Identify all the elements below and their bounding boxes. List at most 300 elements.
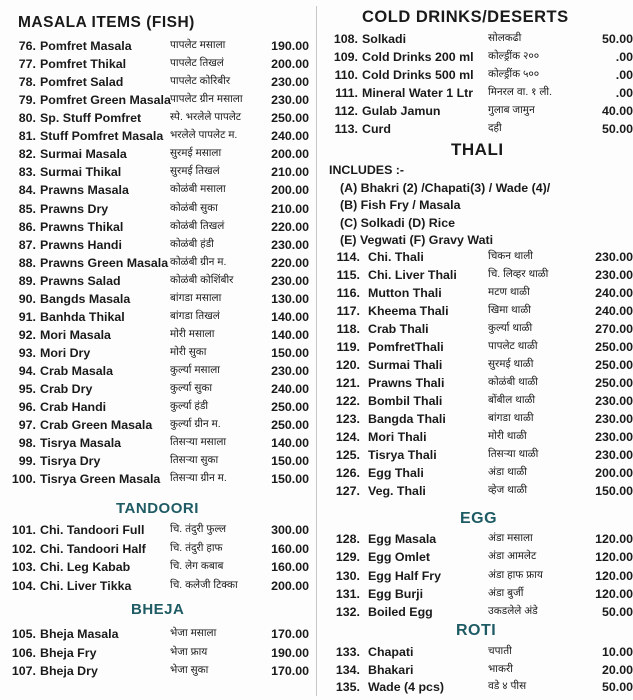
item-name: Prawns Salad: [40, 273, 121, 288]
item-name-marathi: उकडलेले अंडे: [488, 606, 538, 618]
item-name-marathi: बांगडा मसाला: [170, 292, 222, 304]
item-name: Banhda Thikal: [40, 309, 125, 324]
item-name-marathi: चिकन थाली: [488, 251, 533, 262]
item-name-marathi: कुर्ल्या ग्रीन म.: [170, 419, 221, 431]
item-name: Boiled Egg: [368, 605, 433, 620]
item-name: Surmai Thikal: [40, 165, 122, 180]
item-number: 86.: [18, 219, 36, 234]
item-price: 170.00: [271, 664, 309, 678]
item-name: Bangda Thali: [368, 412, 446, 426]
item-number: 94.: [18, 364, 36, 379]
item-number: 98.: [18, 436, 36, 451]
item-name: Bheja Fry: [40, 645, 97, 660]
item-name: Tisrya Thali: [368, 448, 437, 462]
item-name-marathi: बांगडा तिखलं: [170, 310, 220, 322]
item-name-marathi: खिमा थाळी: [488, 305, 531, 316]
item-name-marathi: मोरी मसाला: [170, 328, 215, 340]
item-price: 10.00: [601, 645, 633, 659]
item-price: 120.00: [595, 586, 633, 601]
item-price: 230.00: [271, 364, 309, 379]
item-price: 300.00: [271, 523, 309, 537]
item-name: Prawns Dry: [40, 201, 109, 216]
bheja-menu-item: [0, 644, 316, 662]
item-number: 90.: [18, 291, 36, 306]
item-name: PomfretThali: [368, 340, 444, 354]
item-name: Prawns Green Masala: [40, 255, 169, 270]
item-price: 140.00: [271, 327, 309, 342]
item-name: Mineral Water 1 Ltr: [362, 86, 474, 100]
masala-menu-item: [0, 344, 316, 362]
item-name-marathi: मोरी सुका: [170, 347, 207, 359]
item-number: 100.: [11, 472, 36, 487]
item-number: 119.: [336, 340, 360, 354]
item-number: 85.: [18, 201, 36, 216]
item-number: 102.: [11, 541, 36, 556]
item-name: Pomfret Salad: [40, 75, 124, 90]
item-number: 103.: [11, 560, 36, 574]
item-name: Kheema Thali: [368, 304, 449, 318]
item-number: 109.: [333, 50, 358, 64]
masala-menu-item: [0, 416, 316, 434]
item-number: 134.: [335, 662, 360, 677]
thali-menu-item: [318, 284, 633, 302]
item-number: 104.: [11, 578, 36, 593]
masala-menu-item: [0, 37, 316, 55]
thali-menu-item: [318, 320, 633, 338]
item-price: 150.00: [595, 484, 633, 498]
thali-menu-item: [318, 302, 633, 320]
item-price: 210.00: [271, 165, 309, 180]
item-number: 76.: [18, 39, 36, 53]
item-name-marathi: अंडा आमलेट: [488, 551, 537, 563]
item-name-marathi: गुलाब जामुन: [488, 105, 535, 116]
item-name: Mutton Thali: [368, 286, 442, 300]
item-price: 140.00: [271, 436, 309, 451]
item-name-marathi: चि. तंदुरी हाफ: [170, 542, 223, 554]
item-name-marathi: बांगडा थाळी: [488, 413, 534, 424]
masala-menu-item: [0, 398, 316, 416]
item-price: 200.00: [271, 57, 309, 72]
item-name: Wade (4 pcs): [368, 680, 444, 694]
item-name: Solkadi: [362, 32, 407, 46]
item-price: 50.00: [601, 32, 633, 46]
item-name-marathi: चपाती: [488, 646, 512, 657]
item-price: 220.00: [271, 219, 309, 234]
item-number: 84.: [18, 183, 36, 198]
tandoori-menu-item: [0, 540, 316, 558]
masala-menu-item: [0, 254, 316, 272]
roti-menu-item: [318, 678, 633, 696]
bheja-menu-item: [0, 662, 316, 680]
item-price: 200.00: [271, 578, 309, 593]
item-name: Gulab Jamun: [362, 104, 441, 118]
item-name-marathi: स्पे. भरलेले पापलेट: [170, 112, 242, 124]
item-name: Crab Handi: [40, 400, 107, 415]
item-price: 40.00: [601, 104, 633, 118]
item-number: 96.: [18, 400, 36, 415]
item-name-marathi: कोळंबी हंडी: [170, 238, 214, 250]
item-price: 270.00: [595, 322, 633, 336]
item-number: 92.: [18, 327, 36, 342]
item-price: 250.00: [595, 358, 633, 372]
item-number: 83.: [18, 165, 36, 180]
item-number: 116.: [336, 286, 360, 300]
item-name-marathi: कुर्ल्या सुका: [170, 383, 213, 395]
item-number: 114.: [336, 250, 360, 264]
item-name: Egg Thali: [368, 466, 424, 480]
item-name-marathi: पापलेट ग्रीन मसाला: [170, 94, 243, 106]
item-name: Bombil Thali: [368, 394, 443, 408]
item-name: Surmai Masala: [40, 147, 127, 162]
drinks-section-title: COLD DRINKS/DESERTS: [362, 8, 569, 26]
item-number: 78.: [18, 75, 36, 90]
item-number: 79.: [18, 93, 36, 108]
thali-include-line: (E) Vegwati (F) Gravy Wati: [340, 232, 494, 247]
item-price: 160.00: [271, 560, 309, 574]
item-number: 91.: [18, 309, 36, 324]
item-number: 80.: [18, 111, 36, 126]
thali-includes-label: INCLUDES :-: [329, 163, 405, 177]
item-name-marathi: सुरमई मसाला: [170, 148, 222, 160]
item-name: Chi. Tandoori Full: [40, 523, 145, 537]
item-name-marathi: कोल्ड्रींक २००: [488, 51, 540, 62]
item-number: 135.: [335, 680, 360, 694]
item-name: Sp. Stuff Pomfret: [40, 111, 142, 126]
item-price: 200.00: [271, 147, 309, 162]
item-price: 50.00: [601, 605, 633, 620]
masala-menu-item: [0, 380, 316, 398]
item-price: 250.00: [595, 340, 633, 354]
item-number: 131.: [335, 586, 360, 601]
item-name-marathi: भेजा सुका: [170, 665, 209, 676]
item-price: 160.00: [271, 541, 309, 556]
thali-menu-item: [318, 338, 633, 356]
masala-menu-item: [0, 326, 316, 344]
thali-include-line: (C) Solkadi (D) Rice: [340, 215, 455, 230]
item-name: Crab Green Masala: [40, 418, 153, 433]
thali-menu-item: [318, 410, 633, 428]
item-price: 230.00: [595, 412, 633, 426]
item-name-marathi: अंडा मसाला: [488, 533, 533, 544]
item-number: 128.: [335, 532, 360, 546]
item-number: 108.: [333, 32, 358, 46]
tandoori-menu-item: [0, 577, 316, 595]
item-name-marathi: कोळंबी थाळी: [488, 377, 538, 388]
item-price: 190.00: [271, 645, 309, 660]
masala-menu-item: [0, 91, 316, 109]
item-name-marathi: व्हेज थाळी: [488, 485, 528, 496]
item-number: 88.: [18, 255, 36, 270]
masala-menu-item: [0, 218, 316, 236]
item-number: 105.: [11, 627, 36, 641]
item-number: 95.: [18, 382, 36, 397]
roti-menu-item: [318, 643, 633, 661]
item-number: 87.: [18, 237, 36, 252]
item-name-marathi: तिसऱ्या ग्रीन म.: [170, 473, 227, 485]
item-price: 230.00: [271, 75, 309, 90]
item-name: Pomfret Thikal: [40, 57, 127, 72]
item-price: 150.00: [271, 472, 309, 487]
item-number: 118.: [336, 322, 360, 336]
item-number: 93.: [18, 346, 36, 361]
item-name: Pomfret Green Masala: [40, 93, 171, 108]
item-number: 117.: [336, 304, 360, 318]
item-name: Egg Burji: [368, 586, 424, 601]
egg-section-title: EGG: [460, 510, 498, 527]
item-name-marathi: मोरी थाळी: [488, 431, 527, 442]
masala-menu-item: [0, 290, 316, 308]
item-number: 121.: [335, 376, 360, 390]
thali-menu-item: [318, 446, 633, 464]
item-name-marathi: मिनरल वा. १ ली.: [488, 87, 553, 98]
item-name-marathi: कोळंबी मसाला: [170, 184, 226, 196]
item-number: 111.: [335, 86, 358, 100]
egg-menu-item: [318, 567, 633, 585]
item-name-marathi: भेजा फ्राय: [170, 646, 208, 658]
item-name: Chapati: [368, 645, 414, 659]
item-number: 115.: [336, 268, 360, 282]
thali-menu-item: [318, 428, 633, 446]
item-number: 130.: [335, 568, 360, 583]
item-name: Mori Dry: [40, 346, 91, 361]
item-name-marathi: पापलेट थाळी: [488, 341, 538, 352]
egg-menu-item: [318, 548, 633, 566]
item-price: 230.00: [595, 448, 633, 462]
item-number: 97.: [18, 418, 36, 433]
item-name-marathi: कोळंबी कोशिंबीर: [170, 274, 234, 286]
item-name-marathi: चि. तंदुरी फुल्ल: [170, 524, 227, 535]
item-name: Stuff Pomfret Masala: [40, 129, 164, 144]
item-number: 124.: [335, 430, 360, 444]
item-name-marathi: मटण थाळी: [488, 287, 530, 298]
item-price: 230.00: [595, 430, 633, 444]
item-price: 240.00: [595, 286, 633, 300]
item-number: 120.: [335, 358, 360, 372]
item-price: 140.00: [271, 309, 309, 324]
item-name-marathi: पापलेट तिखलं: [170, 58, 224, 70]
thali-menu-item: [318, 374, 633, 392]
item-price: 200.00: [271, 183, 309, 198]
item-price: 210.00: [271, 201, 309, 216]
masala-menu-item: [0, 236, 316, 254]
item-number: 82.: [18, 147, 36, 162]
item-name-marathi: वडे ४ पीस: [488, 681, 527, 692]
item-name: Curd: [362, 122, 391, 136]
item-number: 132.: [335, 605, 360, 620]
item-price: 20.00: [601, 662, 633, 677]
item-name-marathi: तिसऱ्या मसाला: [170, 437, 227, 449]
item-name: Crab Dry: [40, 382, 93, 397]
masala-menu-item: [0, 163, 316, 181]
item-price: .00: [615, 68, 633, 82]
drinks-menu-item: [318, 102, 633, 120]
item-name: Cold Drinks 200 ml: [362, 50, 474, 64]
item-name-marathi: भाकरी: [488, 663, 513, 675]
item-number: 127.: [335, 484, 360, 498]
item-price: .00: [615, 50, 633, 64]
item-name-marathi: कुर्ल्या थाळी: [488, 323, 533, 334]
item-name: Tisrya Dry: [40, 454, 101, 469]
item-price: 230.00: [595, 250, 633, 264]
item-name-marathi: कोळंबी सुका: [170, 202, 218, 214]
bheja-menu-item: [0, 625, 316, 643]
item-price: 230.00: [595, 268, 633, 282]
item-name: Pomfret Masala: [40, 39, 132, 53]
thali-include-line: (B) Fish Fry / Masala: [340, 198, 461, 213]
item-price: 150.00: [271, 454, 309, 469]
egg-menu-item: [318, 585, 633, 603]
item-name: Chi. Leg Kabab: [40, 560, 131, 574]
item-name: Veg. Thali: [368, 484, 426, 498]
item-name-marathi: भरलेले पापलेट म.: [170, 130, 238, 142]
item-number: 123.: [335, 412, 360, 426]
thali-menu-item: [318, 248, 633, 266]
item-name-marathi: पापलेट कोरिबीर: [170, 76, 231, 88]
item-name-marathi: भेजा मसाला: [170, 628, 217, 639]
item-number: 89.: [18, 273, 36, 288]
item-name: Egg Half Fry: [368, 568, 441, 583]
masala-menu-item: [0, 145, 316, 163]
item-number: 110.: [334, 68, 358, 82]
item-price: 250.00: [271, 418, 309, 433]
item-name-marathi: अंडा थाळी: [488, 467, 527, 478]
item-name: Bheja Dry: [40, 664, 98, 678]
drinks-menu-item: [318, 120, 633, 138]
item-name: Prawns Thikal: [40, 219, 124, 234]
item-price: 250.00: [271, 400, 309, 415]
item-name-marathi: सुरमई थाळी: [488, 359, 534, 370]
item-number: 129.: [335, 550, 360, 565]
item-price: 230.00: [595, 394, 633, 408]
item-name: Bheja Masala: [40, 627, 119, 641]
item-number: 106.: [11, 645, 36, 660]
item-number: 101.: [11, 523, 36, 537]
masala-menu-item: [0, 470, 316, 488]
masala-menu-item: [0, 200, 316, 218]
column-divider: [316, 6, 317, 696]
item-price: 230.00: [271, 93, 309, 108]
item-name: Cold Drinks 500 ml: [362, 68, 474, 82]
drinks-menu-item: [318, 84, 633, 102]
thali-menu-item: [318, 482, 633, 500]
tandoori-menu-item: [0, 558, 316, 576]
item-price: 240.00: [271, 382, 309, 397]
drinks-menu-item: [318, 48, 633, 66]
item-name: Chi. Liver Thali: [368, 268, 457, 282]
thali-menu-item: [318, 356, 633, 374]
item-name-marathi: पापलेट मसाला: [170, 40, 226, 51]
masala-menu-item: [0, 362, 316, 380]
item-number: 107.: [11, 664, 36, 678]
item-number: 112.: [334, 104, 358, 118]
egg-menu-item: [318, 530, 633, 548]
item-name-marathi: सोलकढी: [488, 33, 522, 44]
item-name: Tisrya Green Masala: [40, 472, 161, 487]
item-name: Mori Thali: [368, 430, 427, 444]
item-name: Egg Masala: [368, 532, 437, 546]
item-price: 230.00: [271, 273, 309, 288]
item-name: Egg Omlet: [368, 550, 430, 565]
masala-menu-item: [0, 434, 316, 452]
item-name: Chi. Liver Tikka: [40, 578, 132, 593]
item-name: Surmai Thali: [368, 358, 443, 372]
item-name-marathi: अंडा बुर्जी: [488, 587, 524, 599]
item-name-marathi: तिसऱ्या सुका: [170, 455, 219, 467]
item-number: 99.: [18, 454, 36, 469]
item-price: .00: [615, 86, 633, 100]
masala-menu-item: [0, 452, 316, 470]
item-name-marathi: कुर्ल्या मसाला: [170, 365, 220, 377]
item-name: Chi. Tandoori Half: [40, 541, 146, 556]
item-price: 120.00: [595, 532, 633, 546]
tandoori-section-title: TANDOORI: [116, 500, 199, 517]
item-name: Chi. Thali: [368, 250, 424, 264]
item-name: Bhakari: [368, 662, 414, 677]
masala-menu-item: [0, 272, 316, 290]
item-name: Crab Masala: [40, 364, 114, 379]
item-name-marathi: चि. कलेजी टिक्का: [170, 579, 238, 591]
item-price: 230.00: [271, 237, 309, 252]
item-number: 133.: [335, 645, 360, 659]
item-price: 120.00: [595, 568, 633, 583]
item-price: 200.00: [595, 466, 633, 480]
item-name-marathi: चि. लेग कबाब: [170, 561, 224, 572]
item-name: Prawns Masala: [40, 183, 129, 198]
masala-menu-item: [0, 308, 316, 326]
item-price: 120.00: [595, 550, 633, 565]
egg-menu-item: [318, 603, 633, 621]
item-price: 250.00: [595, 376, 633, 390]
bheja-section-title: BHEJA: [131, 601, 185, 618]
item-number: 122.: [335, 394, 360, 408]
item-name: Crab Thali: [368, 322, 429, 336]
item-name-marathi: अंडा हाफ फ्राय: [488, 569, 543, 581]
thali-menu-item: [318, 266, 633, 284]
item-name-marathi: सुरमई तिखलं: [170, 166, 220, 178]
item-name-marathi: कोळंबी ग्रीन म.: [170, 256, 227, 268]
item-name-marathi: कोळंबी तिखलं: [170, 220, 225, 232]
item-price: 130.00: [271, 291, 309, 306]
item-price: 240.00: [271, 129, 309, 144]
item-name: Bangds Masala: [40, 291, 131, 306]
item-number: 113.: [334, 122, 358, 136]
item-price: 190.00: [271, 39, 309, 53]
drinks-menu-item: [318, 66, 633, 84]
item-price: 50.00: [601, 122, 633, 136]
masala-menu-item: [0, 55, 316, 73]
item-name-marathi: चि. लिव्हर थाळी: [488, 269, 549, 280]
thali-menu-item: [318, 392, 633, 410]
item-number: 126.: [335, 466, 360, 480]
item-name: Mori Masala: [40, 327, 111, 342]
item-name-marathi: कोल्ड्रींक ५००: [488, 69, 540, 80]
item-price: 170.00: [271, 627, 309, 641]
item-number: 125.: [335, 448, 360, 462]
item-price: 250.00: [271, 111, 309, 126]
item-price: 50.00: [601, 680, 633, 694]
item-price: 220.00: [271, 255, 309, 270]
item-number: 77.: [18, 57, 36, 72]
item-price: 240.00: [595, 304, 633, 318]
masala-menu-item: [0, 181, 316, 199]
masala-menu-item: [0, 109, 316, 127]
item-name-marathi: दही: [488, 123, 502, 134]
drinks-menu-item: [318, 30, 633, 48]
item-name-marathi: तिसऱ्या थाळी: [488, 449, 539, 460]
roti-menu-item: [318, 661, 633, 679]
thali-menu-item: [318, 464, 633, 482]
item-name-marathi: कुर्ल्या हंडी: [170, 401, 209, 413]
